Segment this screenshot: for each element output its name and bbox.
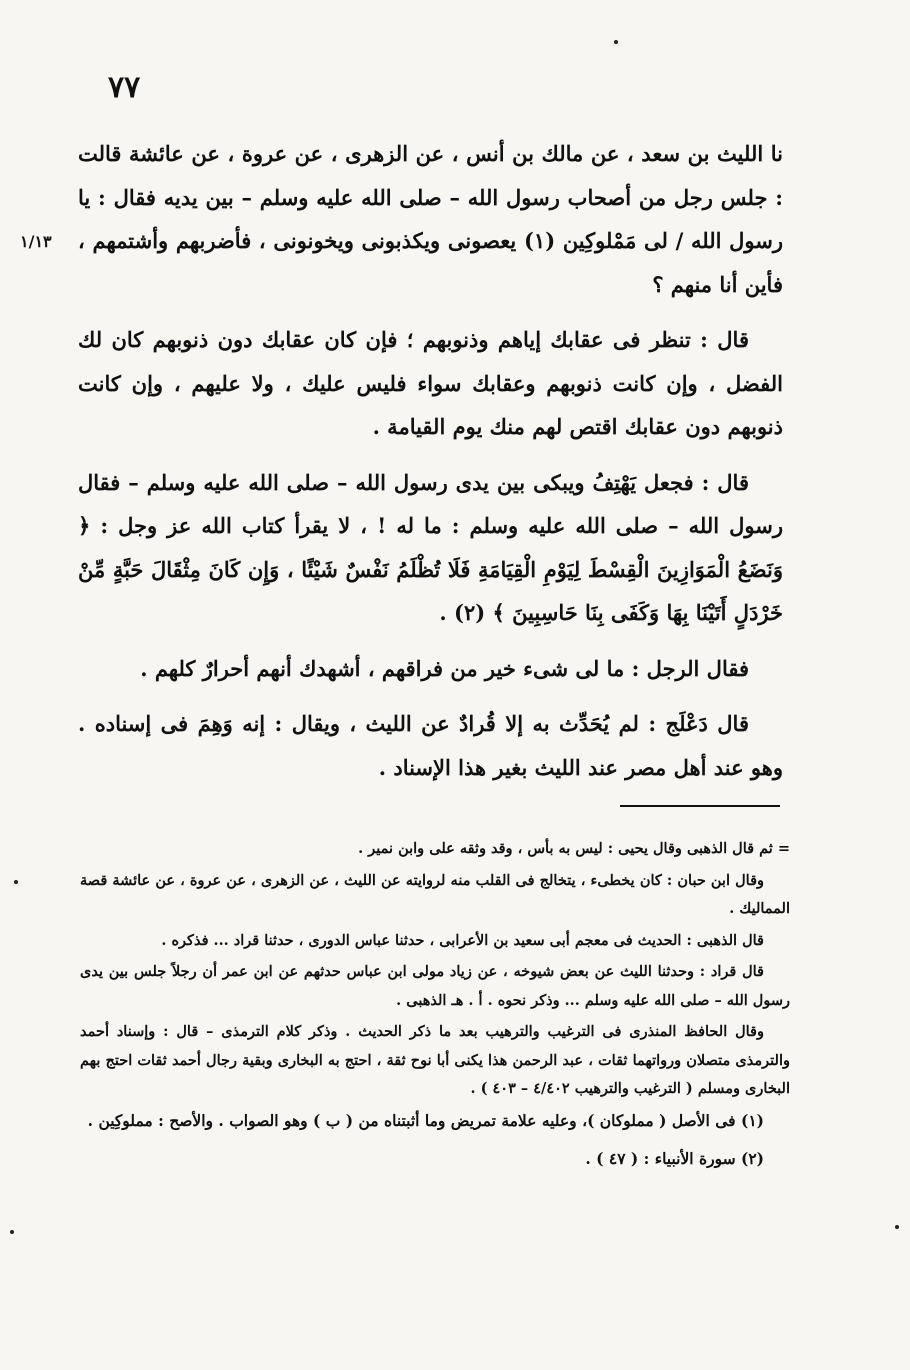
footnote-paragraph: قال قراد : وحدثنا الليث عن بعض شيوخه ، عن زياد مولى ابن عباس حدثهم عن ابن عمر أن رجلاً جلس بين يدى رسول الله – صلى الله عليه وسلم ... وذكر نحوه . أ . هـ الذهبى .	[80, 963, 790, 1009]
footnote-separator	[620, 805, 780, 807]
main-paragraph: فقال الرجل : ما لى شىء خير من فراقهم ، أشهدك أنهم أحرارٌ كلهم .	[140, 655, 749, 681]
footnote-paragraph: = ثم قال الذهبى وقال يحيى : ليس به بأس ، وقد وثقه على وابن نمير .	[358, 840, 790, 857]
page-number: ٧٧	[108, 70, 141, 105]
footnote-paragraph: وقال ابن حبان : كان يخطىء ، يتخالج فى القلب منه لروايته عن الليث ، عن الزهرى ، عن عروة ، عن عائشة قصة المماليك .	[80, 871, 790, 917]
main-paragraph: نا الليث بن سعد ، عن مالك بن أنس ، عن الزهرى ، عن عروة ، عن عائشة قالت : جلس رجل من أصحاب رسول الله – صلى الله عليه وسلم – بين يديه فقال : يا رسول الله / لى مَمْلوكِين (١) يعصونى ويكذبونى ويخونونى ، فأضربهم وأشتمهم ، فأين أنا منهم ؟	[78, 141, 783, 297]
main-paragraph: قال دَعْلَج : لم يُحَدِّث به إلا قُرادٌ عن الليث ، ويقال : إنه وَهِمَ فى إسناده . وهو عند أهل مصر عند الليث بغير هذا الإسناد .	[78, 711, 783, 780]
main-paragraph: قال : تنظر فى عقابك إياهم وذنوبهم ؛ فإن كان عقابك دون ذنوبهم كان لك الفضل ، وإن كانت ذنوبهم وعقابك سواء فليس عليك ، ولا عليهم ، وإن كانت ذنوبهم دون عقابك اقتص لهم منك يوم القيامة .	[78, 327, 783, 439]
scan-speck	[895, 1225, 899, 1229]
scan-speck	[614, 40, 618, 44]
main-paragraph: قال : فجعل يَهْتِفُ ويبكى بين يدى رسول الله – صلى الله عليه وسلم – فقال رسول الله – صلى الله عليه وسلم : ما له ! ، لا يقرأ كتاب الله عز وجل : ﴿ وَنَضَعُ الْمَوَازِينَ الْقِسْطَ لِيَوْمِ الْقِيَامَةِ فَلَا تُظْلَمُ نَفْسٌ شَيْئًا ، وَإِن كَانَ مِثْقَالَ حَبَّةٍ مِّنْ خَرْدَلٍ أَتَيْنَا بِهَا وَكَفَى بِنَا حَاسِبِينَ ﴾ (٢) .	[78, 469, 783, 625]
scan-speck	[10, 1230, 14, 1234]
footnote-paragraph: وقال الحافظ المنذرى فى الترغيب والترهيب بعد ما ذكر الحديث . وذكر كلام الترمذى – قال : وإسناد أحمد والترمذى متصلان ورواتهما ثقات ، عبد الرحمن هذا يكنى أبا نوح ثقة ، احتج به البخارى وبقية رجال أحمد ثقات احتج بهم البخارى ومسلم ( الترغيب والترهيب ٤/٤٠٢ – ٤٠٣ ) .	[80, 1023, 790, 1097]
footnote-ref-1: (١) فى الأصل ( مملوكان )، وعليه علامة تمريض وما أثبتناه من ( ب ) وهو الصواب . والأصح : مملوكِين .	[87, 1110, 764, 1130]
main-text-body	[78, 132, 783, 801]
footnote-paragraph: قال الذهبى : الحديث فى معجم أبى سعيد بن الأعرابى ، حدثنا عباس الدورى ، حدثنا قراد ... فذكره .	[161, 931, 764, 949]
footnote-ref-2: (٢) سورة الأنبياء : ( ٤٧ ) .	[585, 1149, 764, 1168]
margin-folio-note: ١/١٣	[20, 232, 52, 251]
scan-speck	[14, 880, 18, 884]
footnotes-section	[80, 835, 790, 1184]
